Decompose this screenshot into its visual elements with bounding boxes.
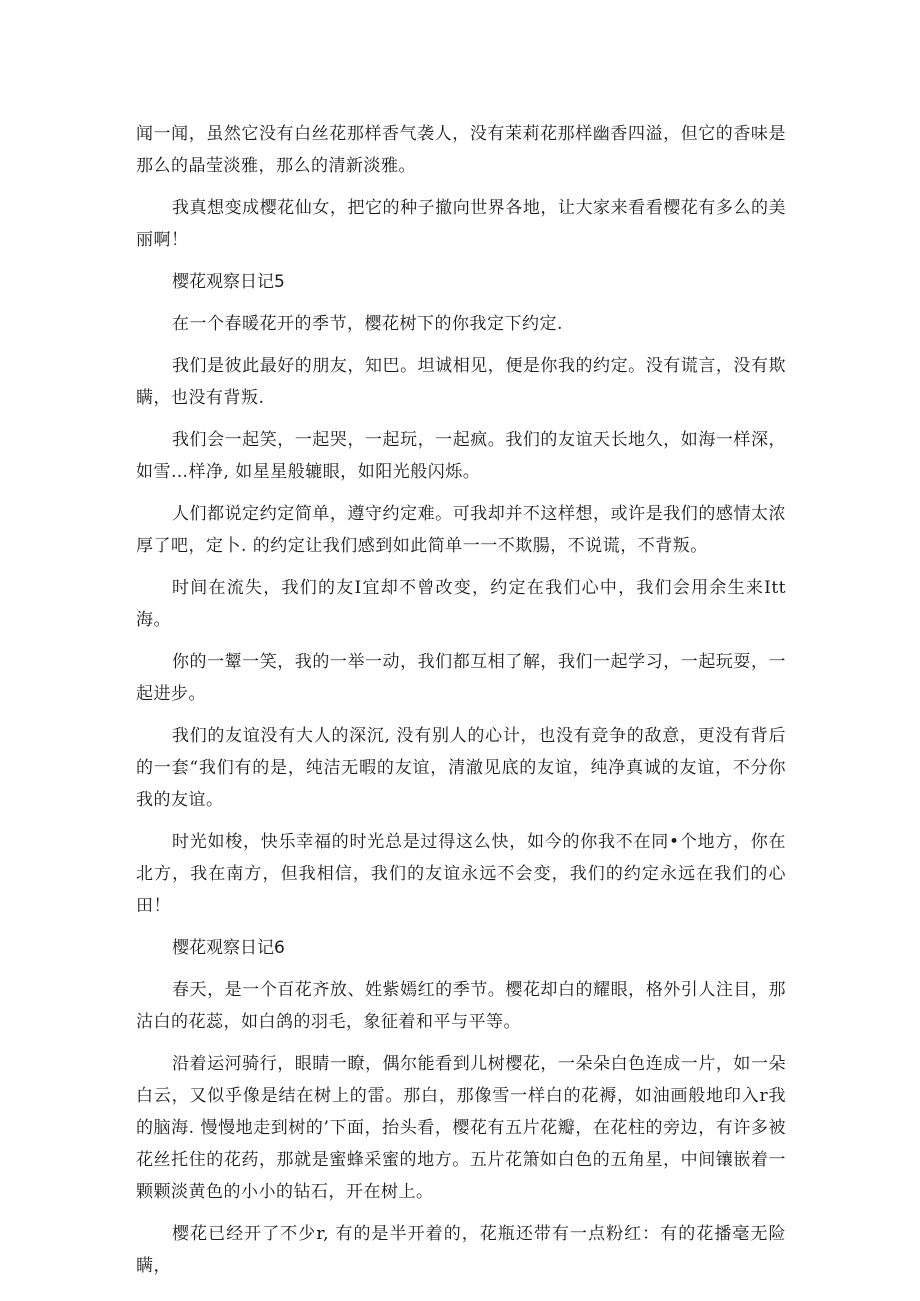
section-heading: 樱花观察日记5 xyxy=(172,272,285,292)
paragraph: 时间在流失，我们的友I宜却不曾改变，约定在我们心中，我们会用余生来Itt海。 xyxy=(136,578,786,630)
paragraph: 你的一颦一笑，我的一举一动，我们都互相了解，我们一起学习，一起玩耍，一起进步。 xyxy=(136,652,786,704)
paragraph: 人们都说定约定简单，遵守约定难。可我却并不这样想，或许是我们的感情太浓厚了吧，定卜. 的约定让我们感到如此简单一一不欺腸，不说谎，不背叛。 xyxy=(136,504,786,556)
paragraph: 闻一闻，虽然它没有白丝花那样香气袭人，没有茉莉花那样幽香四溢，但它的香味是那么的晶莹淡雅，那么的清新淡雅。 xyxy=(136,124,786,176)
section-heading: 樱花观察日记6 xyxy=(172,938,285,958)
paragraph: 我真想变成樱花仙女，把它的种子撤向世界各地，让大家来看看樱花有多么的美丽啊！ xyxy=(136,198,786,250)
paragraph: 时光如梭，快乐幸福的时光总是过得这么快，如今的你我不在同•个地方，你在北方，我在南方，但我相信，我们的友谊永远不会变，我们的约定永远在我们的心田！ xyxy=(136,832,786,916)
paragraph: 在一个春暖花开的季节，樱花树下的你我定下约定. xyxy=(172,314,563,334)
paragraph: 樱花已经开了不少r, 有的是半开着的，花瓶还带有一点粉红：有的花播毫无险瞒， xyxy=(136,1224,786,1276)
paragraph: 春天，是一个百花齐放、姓紫嫣红的季节。樱花却白的耀眼，格外引人注目，那沽白的花蕊，如白鸽的羽毛，象征着和平与平等。 xyxy=(136,980,786,1032)
paragraph: 沿着运河骑行，眼睛一瞭，偶尔能看到儿树樱花，一朵朵白色连成一片，如一朵白云，又似乎像是结在树上的雷。那白，那像雪一样白的花褥，如油画般地印入r我的脑海. 慢慢地走到树的’下面，抬头看，樱花有五片花瓣，在花柱的旁边，有许多被花丝托住的花药，那就是蜜蜂采蜜的地方。五片花箫如白色的五角星，中间镶嵌着一颗颗淡黄色的小小的钻石，开在树上。 xyxy=(136,1054,786,1202)
paragraph: 我们的友谊没有大人的深沉, 没有别人的心计，也没有竞争的敌意，更没有背后的一套“我们有的是，纯洁无暇的友谊，清澈见底的友谊，纯净真诚的友谊，不分你我的友谊。 xyxy=(136,726,786,810)
document-body xyxy=(136,118,786,1292)
paragraph: 我们是彼此最好的朋友，知巴。坦诚相见，便是你我的约定。没有谎言，没有欺瞒，也没有背叛. xyxy=(136,356,786,408)
paragraph: 我们会一起笑，一起哭，一起玩，一起疯。我们的友谊天长地久，如海一样深，如雪…样净, 如星星般辘眼，如阳光般闪烁。 xyxy=(136,430,786,482)
